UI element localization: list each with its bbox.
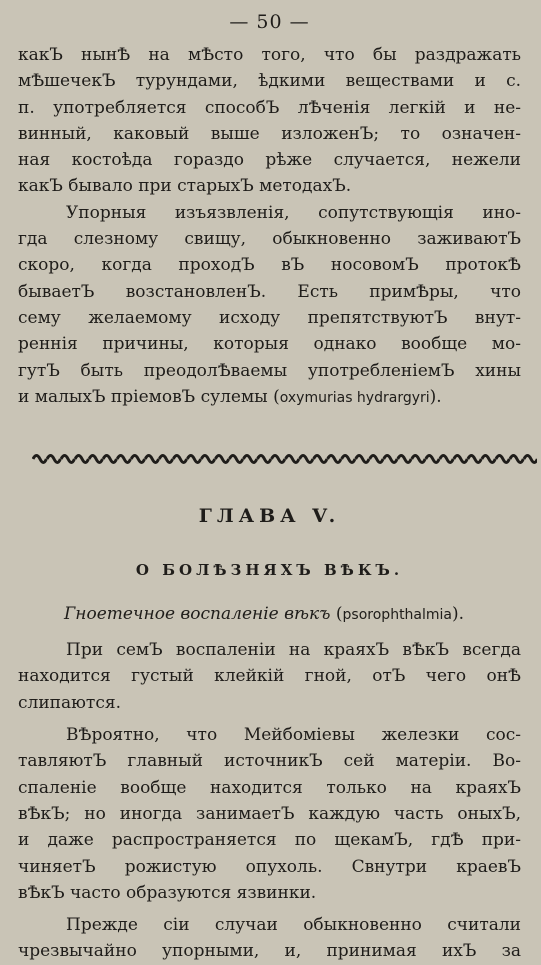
text-line — [18, 384, 521, 411]
text-line: слипаются. — [18, 692, 121, 713]
divider-wave — [257, 456, 270, 463]
text-line: чрезвычайно упорными, и, принимая ихЪ за — [18, 941, 521, 962]
divider-wave — [482, 456, 495, 463]
paragraph-3 — [18, 637, 521, 716]
divider-wave — [201, 456, 214, 463]
divider-wave — [145, 456, 158, 463]
divider-wave — [370, 456, 383, 463]
divider-wave — [384, 456, 397, 463]
text-line: находится густый клейкій гной, отЪ чего онѢ — [18, 666, 521, 687]
divider-wave — [524, 456, 537, 463]
text-line: При семЪ воспаленіи на краяхЪ вѢкЪ всегда — [66, 640, 521, 661]
subsection-italic: Гноетечное воспаленіе вѣкъ — [64, 604, 331, 625]
text-line: чиняетЪ рожистую опухоль. Свнутри краевЪ — [18, 856, 521, 877]
text-line: Упорныя изъязвленія, сопутствующія ино- — [66, 202, 521, 223]
text-line: спаленіе вообще находится только на краяхЪ — [18, 777, 521, 798]
divider-wave — [159, 456, 172, 463]
text-line: винный, каковый выше изложенЪ; то означен- — [18, 123, 521, 144]
section-heading: О БОЛѢЗНЯХЪ ВѢКЪ. — [135, 561, 404, 580]
divider-wave — [61, 456, 74, 463]
divider-wave — [117, 456, 130, 463]
divider-wave — [243, 456, 256, 463]
text-fragment: и малыхЪ пріемовЪ сулемы ( — [18, 386, 280, 407]
text-line: бываетЪ возстановленЪ. Есть примѢры, что — [18, 281, 521, 302]
divider-wave — [426, 456, 439, 463]
paragraph-4 — [18, 722, 521, 906]
text-line: сему желаемому исходу препятствуютЪ внут- — [18, 307, 521, 328]
text-line: тавляютЪ главный источникЪ сей матеріи. Во- — [18, 751, 521, 772]
divider-wave — [33, 456, 46, 463]
text-line: гда слезному свищу, обыкновенно заживаютЪ — [18, 229, 521, 250]
text-fragment: ). — [429, 386, 442, 407]
divider-wave — [440, 456, 453, 463]
divider-wave — [412, 456, 425, 463]
text-line: вѢкЪ часто образуются язвинки. — [18, 882, 317, 903]
divider-wave — [271, 456, 284, 463]
divider-wave — [328, 456, 341, 463]
divider-wave — [314, 456, 327, 463]
text-line: скоро, когда проходЪ вЪ носовомЪ протокѢ — [18, 255, 521, 276]
divider-wave — [496, 456, 509, 463]
subsection-latin: psorophthalmia — [342, 607, 453, 624]
paragraph-1 — [18, 42, 521, 200]
subsection-paren: ). — [452, 604, 465, 625]
ornamental-divider — [32, 451, 537, 465]
text-line: какЪ нынѢ на мѢсто того, что бы раздражать — [18, 45, 521, 65]
latin-term: oxymurias hydrargyri — [279, 389, 430, 406]
subsection-paren: ( — [335, 604, 343, 625]
text-line: какЪ бывало при старыхЪ методахЪ. — [18, 176, 352, 197]
text-line: реннія причины, которыя однако вообще мо- — [18, 334, 521, 355]
divider-wave — [103, 456, 116, 463]
divider-wave — [47, 456, 60, 463]
text-line: вѢкЪ; но иногда занимаетЪ каждую часть оныхЪ, — [18, 803, 521, 824]
text-line: гутЪ быть преодолѢваемы употребленіемЪ хины — [18, 360, 521, 381]
divider-wave — [286, 456, 299, 463]
page-number: — 50 — — [229, 11, 310, 33]
chapter-title: ГЛАВА V. — [198, 505, 341, 528]
divider-wave — [356, 456, 369, 463]
paragraph-5 — [18, 912, 521, 965]
divider-wave — [468, 456, 481, 463]
paragraph-2 — [18, 200, 521, 411]
text-line: ВѢроятно, что Мейбоміевы железки сос- — [66, 725, 521, 746]
divider-wave — [173, 456, 186, 463]
divider-wave — [75, 456, 88, 463]
text-line: ная костоѣда гораздо рѣже случается, нежели — [18, 150, 521, 171]
divider-wave — [398, 456, 411, 463]
divider-wave — [215, 456, 228, 463]
text-line: мѢшечекЪ турундами, ѣдкими веществами и с. — [18, 71, 521, 92]
divider-wave — [454, 456, 467, 463]
divider-wave — [229, 456, 242, 463]
divider-wave — [300, 456, 313, 463]
subsection-title — [18, 597, 521, 631]
divider-wave — [342, 456, 355, 463]
divider-wave — [510, 456, 523, 463]
divider-wave — [187, 456, 200, 463]
divider-wave — [89, 456, 102, 463]
divider-wave — [131, 456, 144, 463]
text-line: п. употребляется способЪ лѢченія легкій и не- — [18, 97, 521, 118]
text-line: Прежде сіи случаи обыкновенно считали — [66, 915, 521, 936]
text-line: и даже распространяется по щекамЪ, гдѢ при- — [18, 830, 521, 851]
